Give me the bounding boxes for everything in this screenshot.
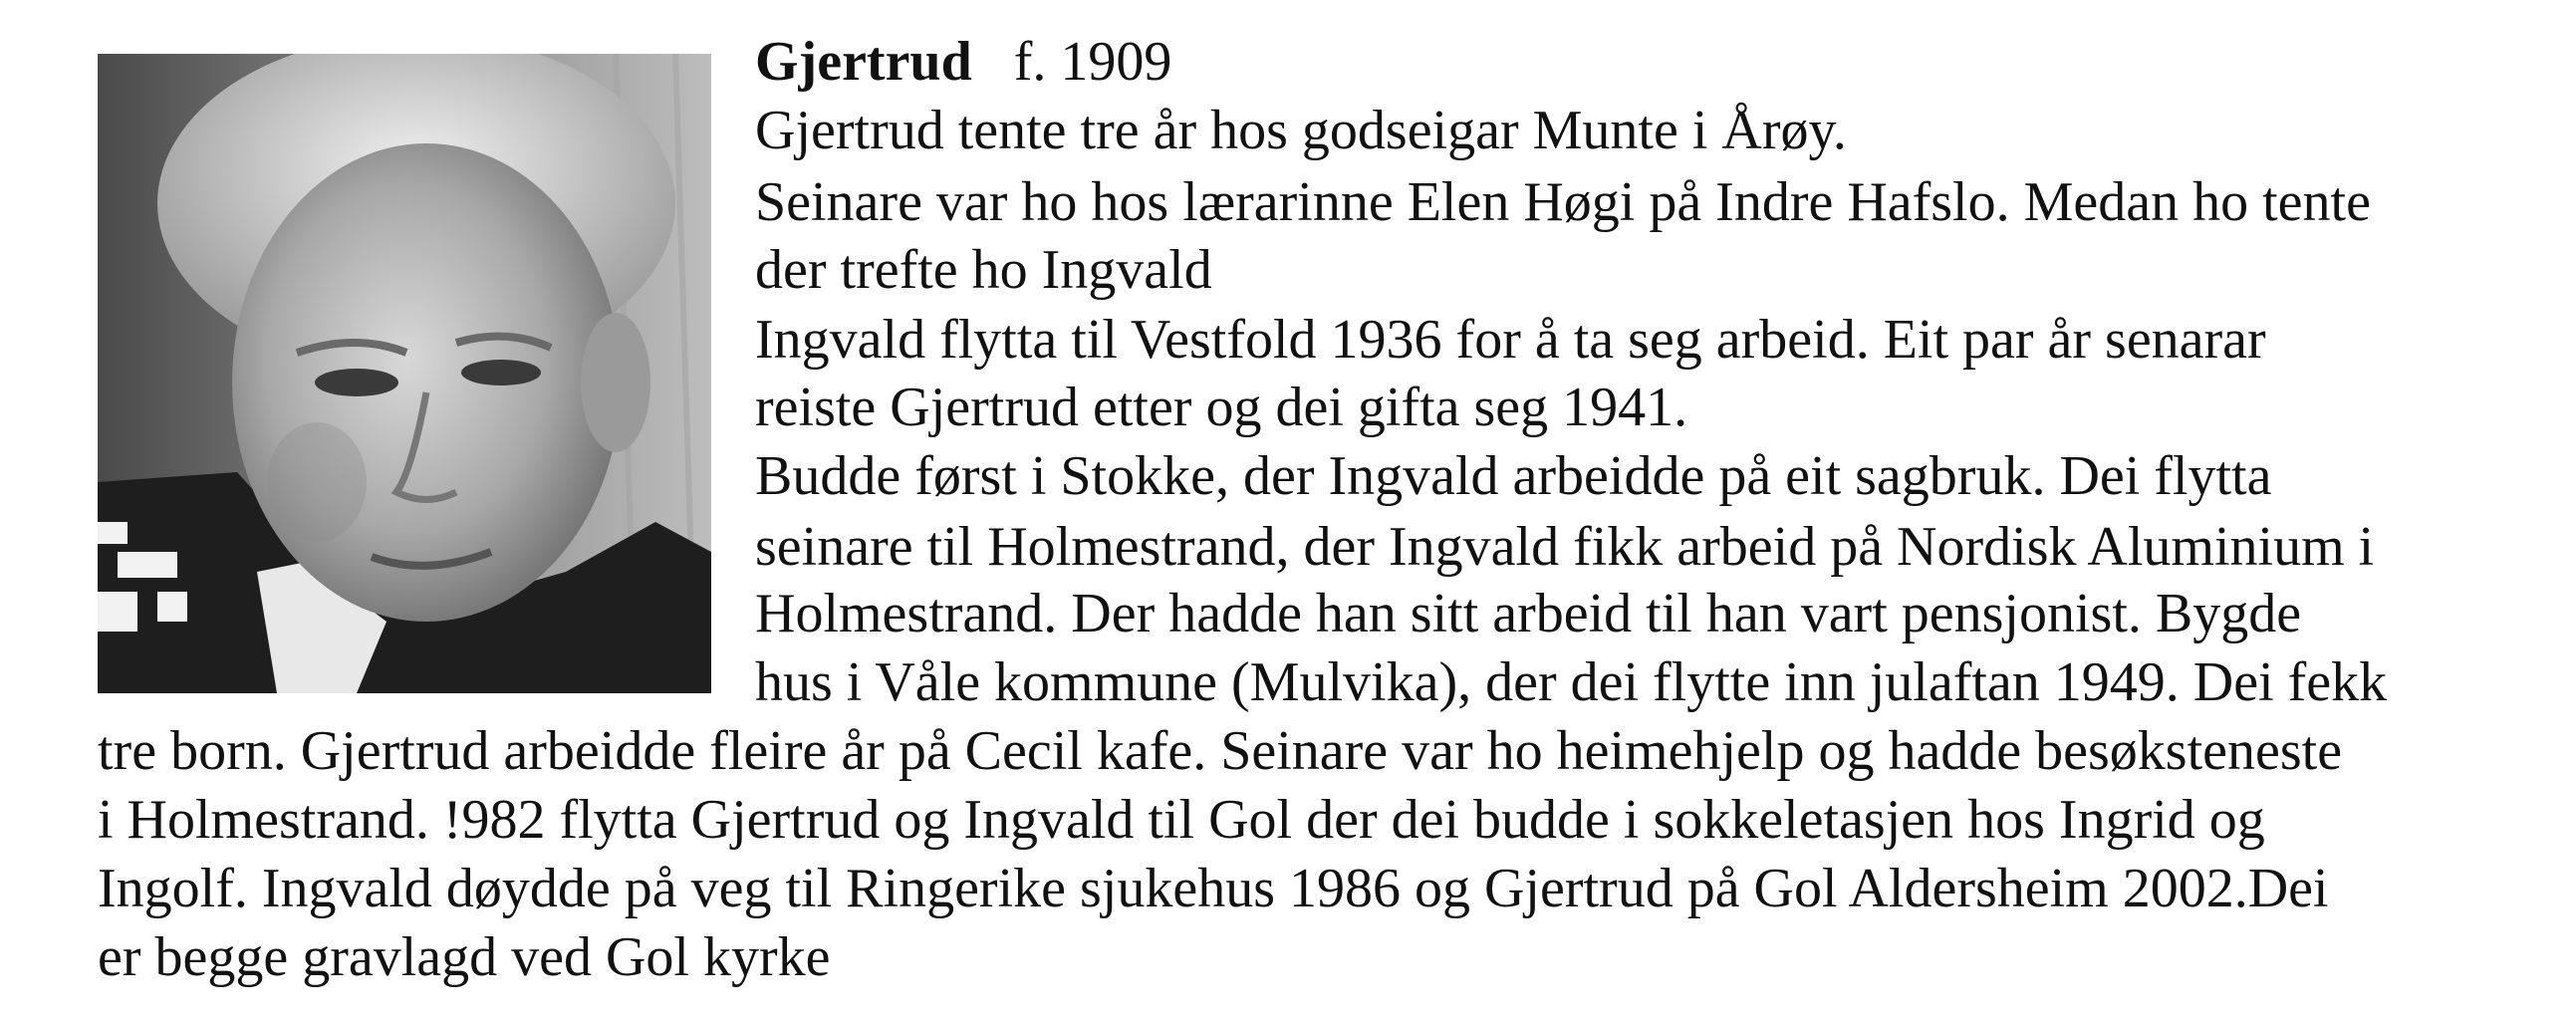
- text-line: reiste Gjertrud etter og dei gifta seg 1941.: [755, 377, 1688, 438]
- text-line: Ingolf. Ingvald døydde på veg til Ringerike sjukehus 1986 og Gjertrud på Gol Aldersheim 2002.Dei: [98, 858, 2329, 919]
- birth-year: f. 1909: [1013, 31, 1172, 93]
- text-line: seinare til Holmestrand, der Ingvald fikk arbeid på Nordisk Aluminium i: [755, 516, 2375, 578]
- heading-line: [755, 31, 1172, 93]
- text-line: der trefte ho Ingvald: [755, 239, 1212, 301]
- text-line: Seinare var ho hos lærarinne Elen Høgi på Indre Hafslo. Medan ho tente: [755, 171, 2371, 233]
- text-line: Ingvald flytta til Vestfold 1936 for å ta seg arbeid. Eit par år senarar: [755, 309, 2266, 371]
- person-name: Gjertrud: [755, 31, 972, 93]
- portrait-illustration: [98, 54, 711, 693]
- text-line: Gjertrud tente tre år hos godseigar Munte i Årøy.: [755, 100, 1847, 161]
- portrait-photo: [98, 54, 711, 693]
- text-line: tre born. Gjertrud arbeidde fleire år på Cecil kafe. Seinare var ho heimehjelp og hadde besøksteneste: [98, 720, 2343, 782]
- text-line: Holmestrand. Der hadde han sitt arbeid til han vart pensjonist. Bygde: [755, 583, 2302, 644]
- text-line: er begge gravlagd ved Gol kyrke: [98, 926, 831, 988]
- text-line: i Holmestrand. !982 flytta Gjertrud og Ingvald til Gol der dei budde i sokkeletasjen hos Ingrid og: [98, 789, 2265, 851]
- text-line: hus i Våle kommune (Mulvika), der dei flytte inn julaftan 1949. Dei fekk: [755, 651, 2388, 713]
- text-line: Budde først i Stokke, der Ingvald arbeidde på eit sagbruk. Dei flytta: [755, 445, 2272, 507]
